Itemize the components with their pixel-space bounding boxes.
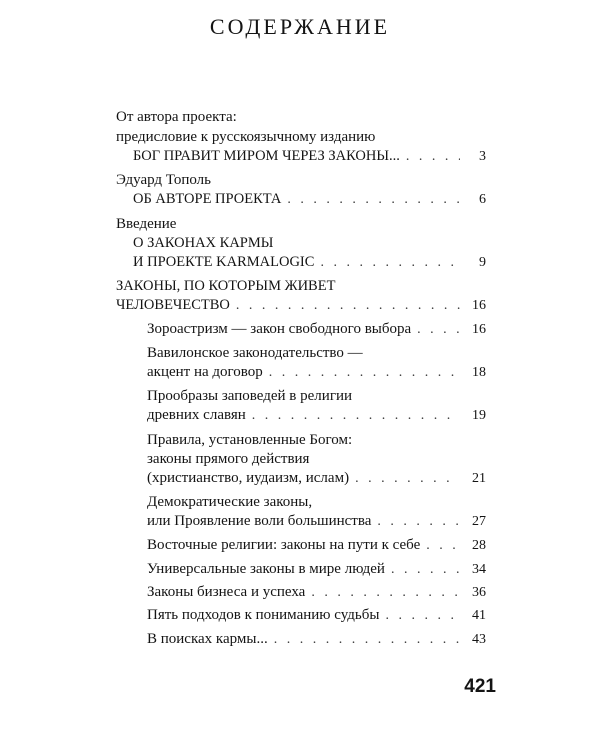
dot-leader (320, 253, 460, 273)
toc-line (116, 127, 486, 147)
dot-leader (426, 536, 460, 556)
toc-entry-title: ЧЕЛОВЕЧЕСТВО (116, 297, 230, 313)
toc-page-number: 27 (472, 514, 486, 529)
toc-entry (147, 629, 486, 649)
dot-leader (377, 512, 460, 532)
toc-line-text: О ЗАКОНАХ КАРМЫ (133, 235, 274, 251)
toc-entry-title: Законы бизнеса и успеха (147, 584, 306, 600)
toc-line-text: Прообразы заповедей в религии (147, 388, 353, 404)
toc-line (147, 343, 486, 363)
toc-entry-title: Зороастризм — закон свободного выбора (147, 321, 412, 337)
toc-page-number: 36 (472, 585, 486, 600)
dot-leader (311, 583, 460, 603)
toc-entry (116, 295, 486, 315)
toc-entry (147, 362, 486, 382)
toc-line (116, 170, 486, 190)
toc-entry-title: ОБ АВТОРЕ ПРОЕКТА (133, 191, 282, 207)
toc-line (116, 214, 486, 234)
dot-leader (406, 147, 460, 167)
toc-entry-title: (христианство, иудаизм, ислам) (147, 470, 350, 486)
toc-entry-title: Восточные религии: законы на пути к себе (147, 537, 421, 553)
dot-leader (287, 190, 460, 210)
page-title: СОДЕРЖАНИЕ (209, 14, 391, 39)
toc-page-number: 9 (479, 255, 486, 270)
toc-page-number: 41 (472, 608, 486, 623)
toc-line-text: От автора проекта: (116, 109, 237, 125)
toc-page-number: 18 (472, 365, 486, 380)
dot-leader (355, 469, 460, 489)
toc-line-text: Вавилонское законодательство — (147, 345, 363, 361)
toc-line-text: Эдуард Тополь (116, 172, 211, 188)
dot-leader (391, 560, 460, 580)
toc-page-number: 34 (472, 562, 486, 577)
toc-entry-title: или Проявление воли большинства (147, 513, 372, 529)
toc-page-number: 28 (472, 538, 486, 553)
toc-entry (147, 319, 486, 339)
toc-entry (133, 146, 486, 166)
toc-page-number: 19 (472, 408, 486, 423)
dot-leader (274, 630, 460, 650)
toc-line (147, 492, 486, 512)
toc-entry (147, 468, 486, 488)
toc-line-text: Введение (116, 216, 177, 232)
toc-entry-title: древних славян (147, 407, 246, 423)
toc-page-number: 21 (472, 471, 486, 486)
toc-page-number: 6 (479, 192, 486, 207)
toc-line (116, 276, 486, 296)
toc-entry-title: И ПРОЕКТЕ KARMALOGIC (133, 254, 315, 270)
toc-entry-title: В поисках кармы... (147, 631, 268, 647)
toc-entry-title: Пять подходов к пониманию судьбы (147, 607, 380, 623)
dot-leader (385, 606, 460, 626)
toc-line (133, 233, 486, 253)
dot-leader (252, 406, 460, 426)
toc-entry-title: Универсальные законы в мире людей (147, 561, 385, 577)
toc-line-text: ЗАКОНЫ, ПО КОТОРЫМ ЖИВЕТ (116, 278, 336, 294)
toc-page-number: 3 (479, 149, 486, 164)
toc-line (147, 386, 486, 406)
toc-line-text: законы прямого действия (147, 451, 310, 467)
dot-leader (269, 363, 460, 383)
toc-entry (147, 605, 486, 625)
toc-entry (147, 559, 486, 579)
toc-line (147, 449, 486, 469)
toc-entry (133, 189, 486, 209)
page-number: 421 (464, 676, 496, 697)
toc-entry (133, 252, 486, 272)
toc-entry (147, 405, 486, 425)
toc-line (147, 430, 486, 450)
toc-page-number: 16 (472, 322, 486, 337)
toc-line (116, 107, 486, 127)
toc-entry (147, 535, 486, 555)
toc-entry-title: БОГ ПРАВИТ МИРОМ ЧЕРЕЗ ЗАКОНЫ... (133, 148, 400, 164)
toc-line-text: предисловие к русскоязычному изданию (116, 129, 376, 145)
toc-entry (147, 511, 486, 531)
toc-entry (147, 582, 486, 602)
toc-page-number: 16 (472, 298, 486, 313)
toc-line-text: Правила, установленные Богом: (147, 432, 353, 448)
toc-page-number: 43 (472, 632, 486, 647)
toc-entry-title: акцент на договор (147, 364, 263, 380)
dot-leader (236, 296, 460, 316)
toc-line-text: Демократические законы, (147, 494, 313, 510)
dot-leader (417, 320, 460, 340)
